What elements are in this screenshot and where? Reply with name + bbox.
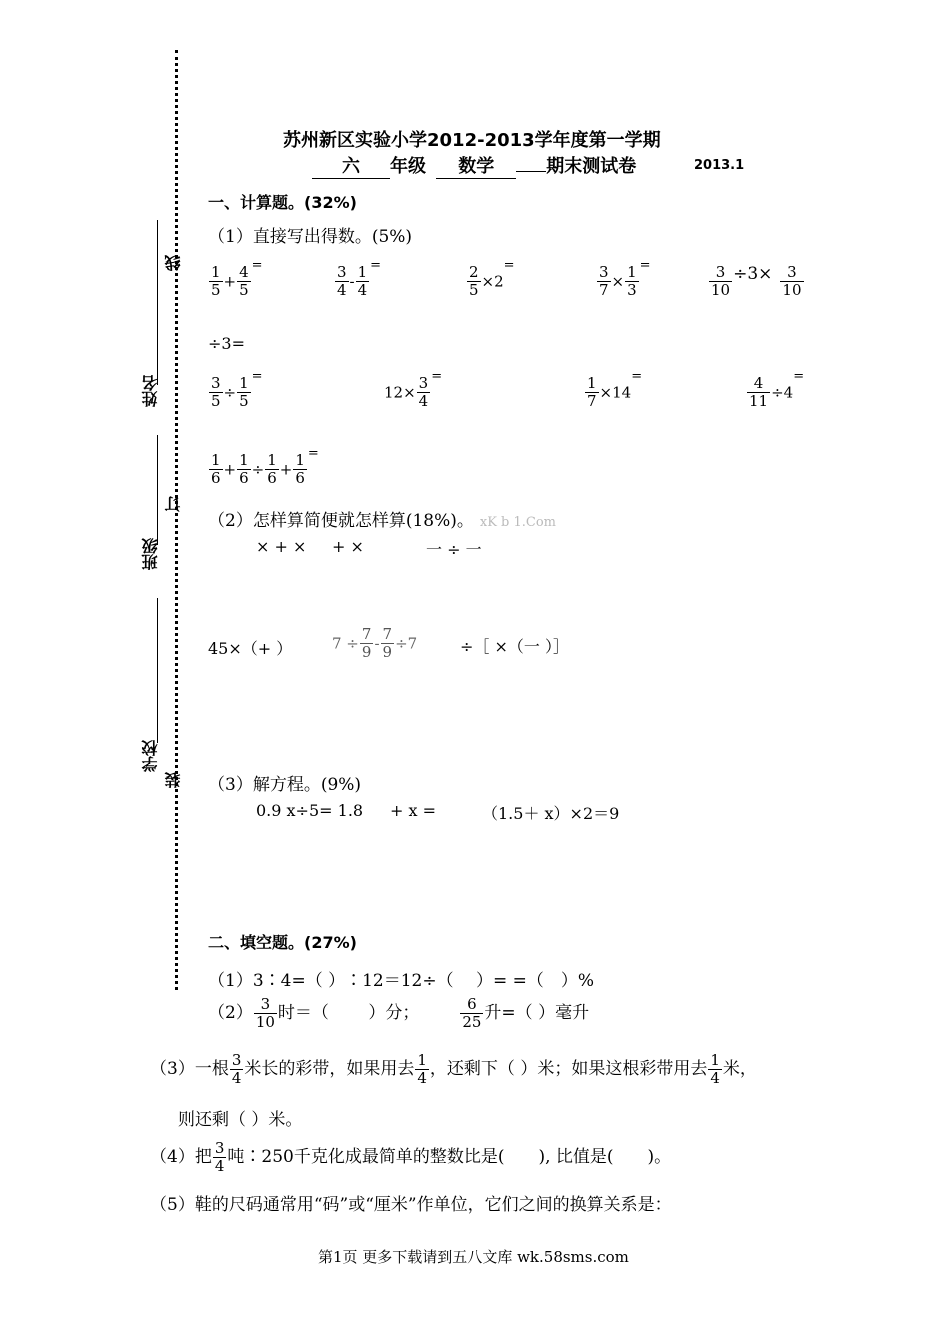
calc-1-3: $\frac{2}{5}$ ×2= [469,258,515,299]
q2-expr-2: + × [332,537,364,556]
q2-expr-3: 一 ÷ 一 [426,540,482,559]
fill-q2: （2） $\frac{3}{10}$ 时＝（ ）分； $\frac{6}{25}$ 升=（ ）毫升 [208,995,590,1031]
q3-title: （3）解方程。(9%) [208,775,362,795]
name-label: 姓名 [141,375,160,407]
exam-subtitle [312,152,636,179]
fill-q3-line2: 则还剩（ ）米。 [178,1110,303,1130]
q2-expr-5: 7 ÷ $\frac{7}{9}$ - $\frac{7}{9}$ ÷7 [332,625,418,661]
watermark: xK b 1.Com [479,515,557,530]
calc-1-5-cont: ÷3= [208,334,245,353]
q2-expr-1: × + × [256,537,307,556]
fill-q5: （5）鞋的尺码通常用“码”或“厘米”作单位，它们之间的换算关系是： [150,1195,672,1215]
ding-label: 订 [164,496,183,512]
q2-expr-4: 45×（+ ） [208,639,293,658]
fill-q2-mid: 时＝（ ）分； [277,1003,420,1023]
name-underline [157,220,158,385]
exam-name: 期末测试卷 [546,156,637,177]
class-label: 班级 [141,538,160,570]
calc-1-2: $\frac{3}{4}$ - $\frac{1}{4}$ = [337,258,382,299]
q3-equation-2: + x = [390,801,437,820]
fill-q2-end: 升=（ ）毫升 [484,1003,590,1023]
q2-title [208,506,556,531]
binding-dotted-line [175,50,178,990]
calc-1-5: $\frac{3}{10}$ ÷3× $\frac{3}{10}$ [711,263,802,299]
q2-title-text: （2）怎样算简便就怎样算(18%)。 [208,511,474,531]
q3-equation-3: （1.5＋ x）×2＝9 [482,804,620,823]
section2-title: 二、填空题。(27%) [208,933,357,952]
calc-2-1: $\frac{3}{5}$ ÷ $\frac{1}{5}$ = [211,369,263,410]
calc-2-2: 12× $\frac{3}{4}$ = [384,369,443,410]
zhuang-label: 装 [164,772,183,788]
calc-1-4: $\frac{3}{7}$ × $\frac{1}{3}$ = [599,258,651,299]
calc-2-3: $\frac{1}{7}$ ×14= [587,369,643,410]
xian-label: 线 [164,255,183,271]
q3-equation-1: 0.9 x÷5= 1.8 [256,801,364,820]
calc-1-1: $\frac{1}{5}$ + $\frac{4}{5}$ = [211,258,263,299]
class-underline [157,435,158,545]
school-label: 学校 [141,740,160,772]
calc-2-4: $\frac{4}{11}$ ÷4= [749,369,805,410]
section1-title: 一、计算题。(32%) [208,193,357,212]
school-underline [157,598,158,743]
exam-title: 苏州新区实验小学2012-2013学年度第一学期 [283,130,661,151]
q2-expr-6: ÷［ ×（一 ）］ [460,637,569,656]
q1-title: （1）直接写出得数。(5%) [208,227,413,247]
page-footer: 第1页 更多下载请到五八文库 wk.58sms.com [318,1248,629,1266]
fill-q3: （3）一根 $\frac{3}{4}$ 米长的彩带，如果用去 $\frac{1}{4}$ ，还剩下（ ）米；如果这根彩带用去 $\frac{1}{4}$ 米， [150,1051,757,1087]
grade-value: 六 [312,152,390,179]
subject-value: 数学 [436,152,516,179]
fill-q2-prefix: （2） [208,1003,253,1023]
exam-date: 2013.1 [694,158,745,173]
calc-3-1: $\frac{1}{6}$ + $\frac{1}{6}$ ÷ $\frac{1}{6}$ + $\frac{1}{6}$ = [211,446,319,487]
fill-q1: （1）3∶4=（ ）∶12＝12÷（ ）= =（ ）% [208,971,595,991]
fill-q4: （4）把 $\frac{3}{4}$ 吨∶250千克化成最简单的整数比是( ), 比值是( )。 [150,1139,672,1175]
grade-suffix: 年级 [390,156,426,177]
